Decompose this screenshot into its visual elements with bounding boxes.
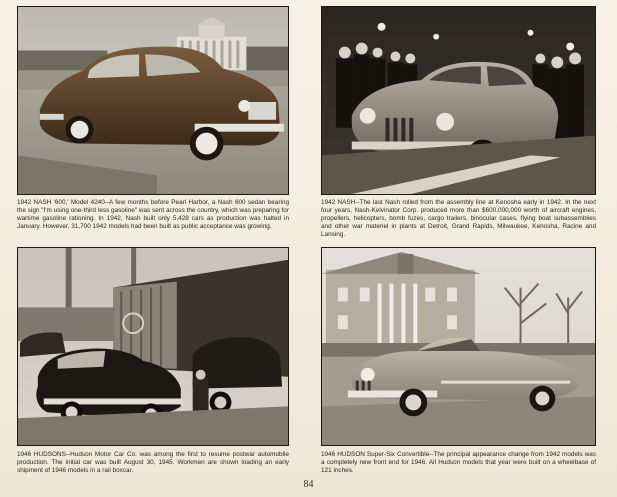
- photo-last-nash-assembly-line: [321, 6, 596, 195]
- hudsons-boxcar-illustration: [18, 248, 288, 445]
- caption-nash-last: 1942 NASH--The last Nash rolled from the assembly line at Kenosha early in 1942. In the next four years, Nash-Kelvinator Corp. produced more than $600,000,000 worth of aircraft engines, propellers, helicopters, bomb fuzes, cargo trailers, binocular cases, flying boat subassemblies and other war materiel in plants at Detroit, Grand Rapids, Milwaukee, Kenosha, Racine and Lansing.: [321, 199, 596, 239]
- photo-nash-600-sedan: [17, 6, 289, 195]
- nash-600-sedan-illustration: [18, 7, 288, 194]
- page-number: 84: [303, 479, 314, 490]
- photo-hudson-super-six-convertible: [321, 247, 596, 446]
- caption-nash-600: 1942 NASH '600,' Model 4240--A few months before Pearl Harbor, a Nash 600 sedan bearing the sign "I'm using one-third less gasoline" was sent across the country, which was preparing for wartime gasoline rationing. In 1942, Nash built only 5,428 cars as production was halted in January. However, 31,700 1942 models had been built as public acceptance was growing.: [17, 199, 289, 231]
- hudson-convertible-illustration: [322, 248, 595, 445]
- caption-hudson-supersix: 1946 HUDSON Super-Six Convertible--The principal appearance change from 1942 models was a completely new front end for 1946. All Hudson models that year were built on a wheelbase of 121 inches.: [321, 451, 596, 475]
- photo-hudsons-boxcar-loading: [17, 247, 289, 446]
- caption-hudsons-1946: 1946 HUDSONS--Hudson Motor Car Co. was among the first to resume postwar automobile production. The initial car was built August 30, 1945. Workmen are shown loading an early shipment of 1946 models in a rail boxcar.: [17, 451, 289, 475]
- nash-assembly-line-illustration: [322, 7, 595, 194]
